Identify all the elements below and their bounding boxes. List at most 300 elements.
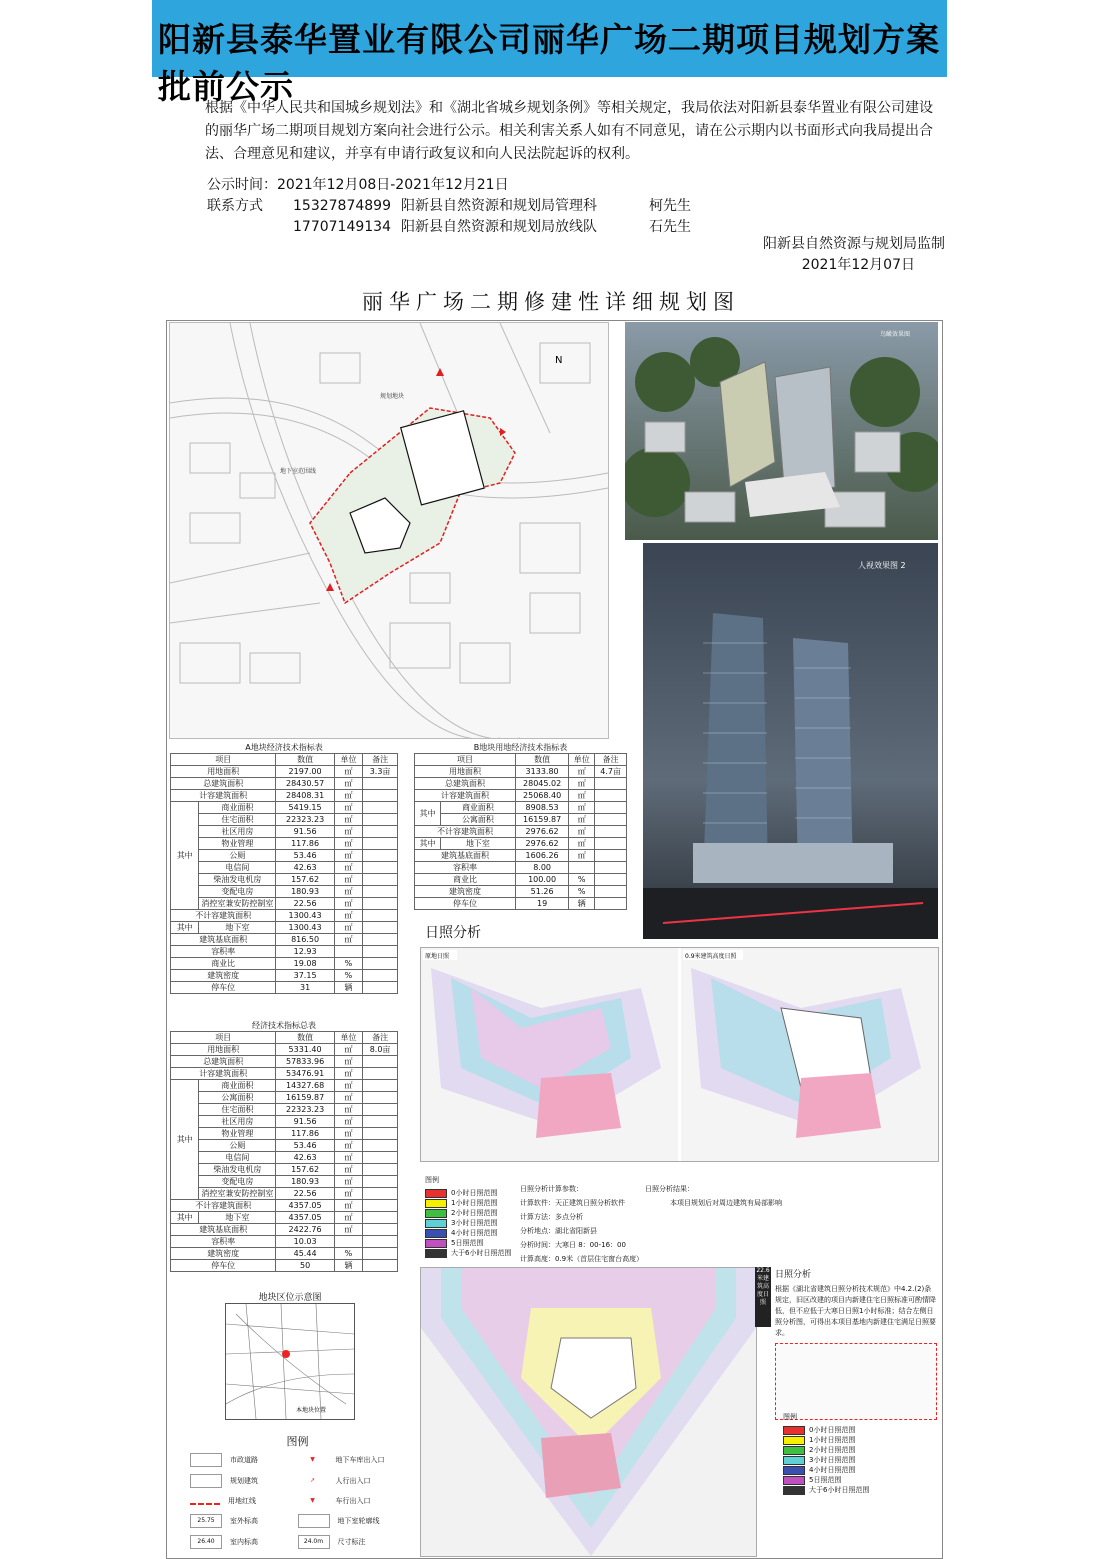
table-cell: ㎡	[334, 814, 362, 826]
table-cell: 37.15	[276, 970, 334, 982]
table-cell: ㎡	[569, 766, 595, 778]
table-cell: 计容建筑面积	[171, 1068, 276, 1080]
table-cell: 4357.05	[276, 1212, 334, 1224]
table-cell: ㎡	[334, 838, 362, 850]
table-row	[415, 886, 627, 898]
table-cell: 51.26	[515, 886, 568, 898]
table-cell	[363, 1260, 398, 1272]
table-cell: ㎡	[334, 1104, 362, 1116]
table-cell: 商业面积	[199, 802, 276, 814]
plan-legend-symbol: ↗	[309, 1477, 316, 1484]
table-cell	[595, 814, 627, 826]
sun-legend-label: 2小时日照范围	[451, 1209, 498, 1217]
table-cell: 91.56	[276, 826, 334, 838]
sun-maps	[420, 947, 939, 1162]
table-cell	[363, 1212, 398, 1224]
table-cell: 辆	[334, 1260, 362, 1272]
table-cell: 816.50	[276, 934, 334, 946]
table-cell: ㎡	[334, 790, 362, 802]
sun-legend-label: 3小时日照范围	[809, 1456, 856, 1464]
sun-param: 分析地点：湖北省阳新县	[520, 1227, 597, 1235]
table-cell: 公厕	[199, 1140, 276, 1152]
table-cell	[595, 862, 627, 874]
plan-legend-item	[190, 1514, 298, 1528]
table-cell: 22323.23	[276, 1104, 334, 1116]
plan-legend-label: 市政道路	[230, 1456, 258, 1464]
sun-legend-item	[425, 1228, 525, 1238]
table-cell: ㎡	[569, 838, 595, 850]
table-cell: ㎡	[334, 1212, 362, 1224]
table-cell: 公寓面积	[199, 1092, 276, 1104]
table-cell: ㎡	[334, 1068, 362, 1080]
contact-row-2	[207, 217, 691, 238]
table-cell: 16159.87	[515, 814, 568, 826]
contact-dept-1: 阳新县自然资源和规划局管理科	[401, 198, 597, 214]
sun-legend-label: 1小时日照范围	[451, 1199, 498, 1207]
table-cell: ㎡	[334, 1152, 362, 1164]
table-row	[171, 850, 398, 862]
table-cell: 住宅面积	[199, 1104, 276, 1116]
table-cell: 28045.02	[515, 778, 568, 790]
group-cell: 其中	[171, 802, 199, 910]
table-cell: ㎡	[334, 766, 362, 778]
table-cell: 容积率	[171, 946, 276, 958]
sun-legend-label: 0小时日照范围	[809, 1426, 856, 1434]
sun-legend-label: 0小时日照范围	[451, 1189, 498, 1197]
table-cell: ㎡	[569, 814, 595, 826]
sun-analysis-text: 根据《湖北省建筑日照分析技术规范》中4.2.(2)条规定，旧区改建的项目内新建住宅日照标准可酌情降低，但不应低于大寒日日照1小时标准；结合左侧日照分析图，可得出本项目基地内新建住宅满足日照要求。	[775, 1285, 936, 1337]
sun-analysis	[775, 1270, 937, 1420]
table-cell: ㎡	[334, 1164, 362, 1176]
plan-legend-label: 室外标高	[230, 1517, 258, 1525]
sun-legend-item	[783, 1435, 933, 1445]
table-cell: %	[334, 970, 362, 982]
table-header-cell: 单位	[569, 754, 595, 766]
table-cell: 19	[515, 898, 568, 910]
table-cell: ㎡	[334, 1200, 362, 1212]
sun-map1-label: 原地日照	[425, 953, 450, 960]
table-cell: 3133.80	[515, 766, 568, 778]
table-cell: ㎡	[569, 850, 595, 862]
plan-legend-symbol	[190, 1474, 222, 1488]
table-row	[171, 790, 398, 802]
table-cell: 用地面积	[415, 766, 516, 778]
group-cell: 其中	[415, 838, 441, 850]
table-row	[171, 1200, 398, 1212]
table-b-caption: B地块用地经济技术指标表	[473, 743, 568, 752]
sun-legend-2	[783, 1412, 933, 1495]
sun-map-large-drawing	[421, 1268, 756, 1556]
table-cell: 8908.53	[515, 802, 568, 814]
table-cell	[363, 958, 398, 970]
sun-legend-title: 图例	[425, 1176, 439, 1184]
table-cell	[363, 1164, 398, 1176]
plan-title: 丽华广场二期修建性详细规划图	[362, 290, 740, 314]
table-row	[171, 1128, 398, 1140]
table-a	[170, 753, 398, 994]
table-cell	[363, 814, 398, 826]
location-block	[225, 1290, 355, 1420]
sign-org: 阳新县自然资源与规划局监制	[763, 236, 945, 252]
table-cell: 总建筑面积	[171, 778, 276, 790]
table-cell: ㎡	[334, 1116, 362, 1128]
table-row	[171, 1224, 398, 1236]
table-row	[171, 1080, 398, 1092]
table-header-cell: 备注	[363, 754, 398, 766]
sun-legend-label: 大于6小时日照范围	[451, 1249, 512, 1257]
sun-legend-label: 2小时日照范围	[809, 1446, 856, 1454]
table-row	[415, 766, 627, 778]
plan-legend-symbol: 26.40	[190, 1535, 222, 1549]
table-cell: 地下室	[199, 922, 276, 934]
table-cell: 8.00	[515, 862, 568, 874]
table-cell	[334, 946, 362, 958]
table-cell	[363, 1068, 398, 1080]
map-label-2: 规划地块	[380, 393, 405, 400]
table-row	[415, 802, 627, 814]
table-cell: 商业面积	[199, 1080, 276, 1092]
table-row	[415, 826, 627, 838]
table-cell: 2976.62	[515, 826, 568, 838]
table-header-cell: 数值	[276, 1032, 334, 1044]
table-cell: ㎡	[569, 802, 595, 814]
table-cell: 建筑基底面积	[171, 1224, 276, 1236]
table-row	[171, 970, 398, 982]
plan-legend-item	[298, 1535, 406, 1549]
table-cell	[363, 1152, 398, 1164]
table-cell: 2197.00	[276, 766, 334, 778]
table-cell: ㎡	[334, 1140, 362, 1152]
table-total-block	[170, 1020, 398, 1272]
table-row	[171, 874, 398, 886]
sun-result-text: 本项目规划后对周边建筑有局部影响	[670, 1199, 782, 1207]
table-cell: 公厕	[199, 850, 276, 862]
table-cell: 容积率	[415, 862, 516, 874]
street-render	[643, 543, 938, 939]
table-row	[415, 838, 627, 850]
table-cell: 消控室兼安防控制室	[199, 898, 276, 910]
table-row	[415, 778, 627, 790]
table-b-block	[414, 742, 627, 910]
sun-legend-item	[425, 1248, 525, 1258]
table-cell: 柴油发电机房	[199, 874, 276, 886]
table-row	[171, 778, 398, 790]
table-cell: 停车位	[415, 898, 516, 910]
table-row	[171, 838, 398, 850]
table-row	[171, 1176, 398, 1188]
table-cell	[595, 850, 627, 862]
table-cell: 10.03	[276, 1236, 334, 1248]
table-cell	[363, 802, 398, 814]
table-cell	[363, 946, 398, 958]
table-cell: 50	[276, 1260, 334, 1272]
table-cell: ㎡	[334, 874, 362, 886]
table-cell	[363, 826, 398, 838]
period-row	[207, 175, 691, 196]
table-row	[415, 898, 627, 910]
table-cell: 住宅面积	[199, 814, 276, 826]
table-cell	[363, 862, 398, 874]
table-cell: ㎡	[334, 1056, 362, 1068]
table-total-caption: 经济技术指标总表	[252, 1021, 316, 1030]
table-row	[171, 766, 398, 778]
table-cell	[595, 802, 627, 814]
plan-legend-label: 尺寸标注	[337, 1538, 366, 1546]
table-cell: 建筑基底面积	[171, 934, 276, 946]
table-row	[415, 862, 627, 874]
table-cell	[363, 850, 398, 862]
table-cell: 电信间	[199, 862, 276, 874]
sun-legend-item	[425, 1238, 525, 1248]
table-cell: 用地面积	[171, 766, 276, 778]
table-header-row	[171, 754, 398, 766]
table-cell	[363, 982, 398, 994]
table-cell: ㎡	[334, 1080, 362, 1092]
table-row	[415, 874, 627, 886]
table-cell: ㎡	[334, 1224, 362, 1236]
table-cell	[595, 838, 627, 850]
table-cell: 停车位	[171, 982, 276, 994]
table-cell: 建筑基底面积	[415, 850, 516, 862]
table-cell: 物业管理	[199, 838, 276, 850]
table-row	[171, 1116, 398, 1128]
group-cell: 其中	[171, 1080, 199, 1200]
table-cell: 1606.26	[515, 850, 568, 862]
table-cell: 157.62	[276, 1164, 334, 1176]
notice-text: 根据《中华人民共和国城乡规划法》和《湖北省城乡规划条例》等相关规定，我局依法对阳新县泰华置业有限公司建设的丽华广场二期项目规划方案向社会进行公示。相关利害关系人如有不同意见，请在公示期内以书面形式向我局提出合法、合理意见和建议，并享有申请行政复议和向人民法院起诉的权利。	[205, 100, 933, 162]
contact-phone-1: 15327874899	[293, 198, 391, 214]
table-row	[171, 802, 398, 814]
table-cell: 社区用房	[199, 1116, 276, 1128]
table-cell: 117.86	[276, 1128, 334, 1140]
plan-legend-label: 地下车库出入口	[335, 1456, 385, 1464]
sun-legend-swatch	[425, 1189, 447, 1198]
table-cell	[569, 862, 595, 874]
table-cell	[363, 1188, 398, 1200]
table-row	[171, 922, 398, 934]
sun-legend-swatch	[425, 1229, 447, 1238]
table-cell	[595, 898, 627, 910]
sun-legend-item	[425, 1218, 525, 1228]
table-cell	[363, 1104, 398, 1116]
location-title: 地块区位示意图	[258, 1293, 322, 1303]
sun-legend-swatch	[783, 1466, 805, 1475]
table-cell: 180.93	[276, 886, 334, 898]
plan-legend-item	[298, 1453, 406, 1467]
table-cell: 45.44	[276, 1248, 334, 1260]
site-plan-drawing	[170, 323, 608, 738]
table-row	[415, 850, 627, 862]
table-cell: 1300.43	[276, 922, 334, 934]
table-cell	[363, 838, 398, 850]
title-banner	[152, 0, 947, 106]
table-cell: ㎡	[334, 1188, 362, 1200]
sun-title: 日照分析	[425, 925, 481, 941]
table-cell	[363, 778, 398, 790]
sun-legend-label: 5日照范围	[451, 1239, 484, 1247]
sun-param: 计算高度：0.9米（首层住宅窗台高度）	[520, 1255, 644, 1263]
render2-label: 人视效果图 2	[858, 561, 906, 570]
plan-legend-item	[190, 1535, 298, 1549]
location-map	[225, 1303, 355, 1420]
table-row	[171, 862, 398, 874]
sun-map2-label: 0.9米建筑高度日照	[685, 953, 737, 960]
sun-param: 计算软件：天正建筑日照分析软件	[520, 1199, 625, 1207]
plan-legend-label: 用地红线	[228, 1497, 256, 1505]
table-row	[171, 1188, 398, 1200]
table-cell: 商业比	[171, 958, 276, 970]
sun-result-title: 日照分析结果：	[645, 1185, 694, 1193]
map-label-1: 地下室范围线	[280, 468, 317, 475]
table-cell: 电信间	[199, 1152, 276, 1164]
plan-legend-symbol: ▼	[310, 1456, 315, 1463]
sun-param: 分析时间：大寒日 8：00-16：00	[520, 1241, 626, 1249]
table-cell: 地下室	[440, 838, 515, 850]
table-row	[171, 1164, 398, 1176]
table-row	[171, 1104, 398, 1116]
table-row	[171, 886, 398, 898]
table-cell	[363, 898, 398, 910]
group-cell: 其中	[171, 1212, 199, 1224]
contact-person-2: 石先生	[649, 219, 691, 235]
table-cell	[363, 1176, 398, 1188]
aerial-render-image	[625, 322, 938, 540]
aerial-render	[625, 322, 938, 540]
table-cell	[363, 1092, 398, 1104]
table-cell: 22323.23	[276, 814, 334, 826]
table-cell	[363, 1128, 398, 1140]
table-cell	[363, 1236, 398, 1248]
table-header-row	[171, 1032, 398, 1044]
table-row	[415, 790, 627, 802]
sun-legend-item	[783, 1475, 933, 1485]
table-cell: 91.56	[276, 1116, 334, 1128]
notice-paragraph	[205, 97, 945, 166]
sun-legend-label: 4小时日照范围	[451, 1229, 498, 1237]
table-cell: ㎡	[334, 802, 362, 814]
table-cell	[363, 874, 398, 886]
table-cell: 22.56	[276, 898, 334, 910]
table-cell: 53.46	[276, 1140, 334, 1152]
table-cell: 地下室	[199, 1212, 276, 1224]
plan-legend-item	[190, 1453, 298, 1467]
plan-legend-symbol	[298, 1514, 330, 1528]
table-cell: 变配电房	[199, 1176, 276, 1188]
table-cell: 12.93	[276, 946, 334, 958]
plan-legend-label: 车行出入口	[335, 1497, 371, 1505]
table-cell: ㎡	[334, 850, 362, 862]
table-header-cell: 项目	[171, 754, 276, 766]
table-cell: 8.0亩	[363, 1044, 398, 1056]
table-cell: 25068.40	[515, 790, 568, 802]
site-plan-map	[169, 322, 609, 739]
sun-legend-swatch	[425, 1199, 447, 1208]
table-cell: 5331.40	[276, 1044, 334, 1056]
table-cell: %	[334, 958, 362, 970]
table-cell: %	[569, 886, 595, 898]
table-header-cell: 项目	[415, 754, 516, 766]
table-cell: ㎡	[334, 886, 362, 898]
plan-legend-item	[298, 1495, 406, 1507]
table-cell: 计容建筑面积	[415, 790, 516, 802]
period-value: 2021年12月08日-2021年12月21日	[277, 177, 509, 193]
table-cell: 不计容建筑面积	[415, 826, 516, 838]
plan-legend-item	[298, 1514, 406, 1528]
sun-map-drawing	[421, 948, 938, 1161]
sun-params-title: 日照分析计算参数：	[520, 1185, 583, 1193]
table-cell: 总建筑面积	[171, 1056, 276, 1068]
table-cell: 计容建筑面积	[171, 790, 276, 802]
table-cell: ㎡	[334, 862, 362, 874]
table-cell: 用地面积	[171, 1044, 276, 1056]
table-row	[171, 1092, 398, 1104]
table-cell: 42.63	[276, 862, 334, 874]
table-cell	[363, 910, 398, 922]
table-cell: ㎡	[334, 1044, 362, 1056]
table-cell: 4.7亩	[595, 766, 627, 778]
table-cell: 117.86	[276, 838, 334, 850]
table-cell: 不计容建筑面积	[171, 1200, 276, 1212]
table-header-row	[415, 754, 627, 766]
sun-legend-item	[425, 1208, 525, 1218]
table-cell: 28408.31	[276, 790, 334, 802]
table-cell: 总建筑面积	[415, 778, 516, 790]
sun-legend-swatch	[425, 1219, 447, 1228]
sun-legend-swatch	[783, 1426, 805, 1435]
table-cell: 42.63	[276, 1152, 334, 1164]
table-cell	[363, 790, 398, 802]
table-cell: 157.62	[276, 874, 334, 886]
table-cell: 180.93	[276, 1176, 334, 1188]
table-row	[171, 1260, 398, 1272]
group-cell: 其中	[415, 802, 441, 826]
table-row	[171, 1044, 398, 1056]
table-cell: 19.08	[276, 958, 334, 970]
table-cell	[363, 1056, 398, 1068]
sun-legend-item	[783, 1425, 933, 1435]
table-cell	[595, 778, 627, 790]
contact-dept-2: 阳新县自然资源和规划局放线队	[401, 219, 597, 235]
table-cell: 物业管理	[199, 1128, 276, 1140]
sun-legend	[425, 1175, 525, 1258]
contact-label: 联系方式	[207, 198, 263, 214]
table-header-cell: 备注	[595, 754, 627, 766]
table-header-cell: 备注	[363, 1032, 398, 1044]
table-cell	[363, 886, 398, 898]
plan-legend-symbol: ▼	[310, 1497, 315, 1504]
table-cell: 变配电房	[199, 886, 276, 898]
sun-legend-swatch	[425, 1209, 447, 1218]
table-row	[171, 826, 398, 838]
table-header-cell: 项目	[171, 1032, 276, 1044]
plan-legend-item	[190, 1474, 298, 1488]
table-a-caption: A地块经济技术指标表	[245, 743, 323, 752]
table-cell	[363, 1200, 398, 1212]
table-cell: 辆	[569, 898, 595, 910]
table-cell: ㎡	[334, 778, 362, 790]
table-cell: 16159.87	[276, 1092, 334, 1104]
table-cell: 停车位	[171, 1260, 276, 1272]
table-cell: 5419.15	[276, 802, 334, 814]
table-header-cell: 数值	[276, 754, 334, 766]
table-b	[414, 753, 627, 910]
plan-legend-symbol	[190, 1497, 220, 1505]
table-cell: 14327.68	[276, 1080, 334, 1092]
table-row	[415, 814, 627, 826]
sun-legend-item	[783, 1465, 933, 1475]
table-cell: ㎡	[569, 778, 595, 790]
table-cell: 57833.96	[276, 1056, 334, 1068]
